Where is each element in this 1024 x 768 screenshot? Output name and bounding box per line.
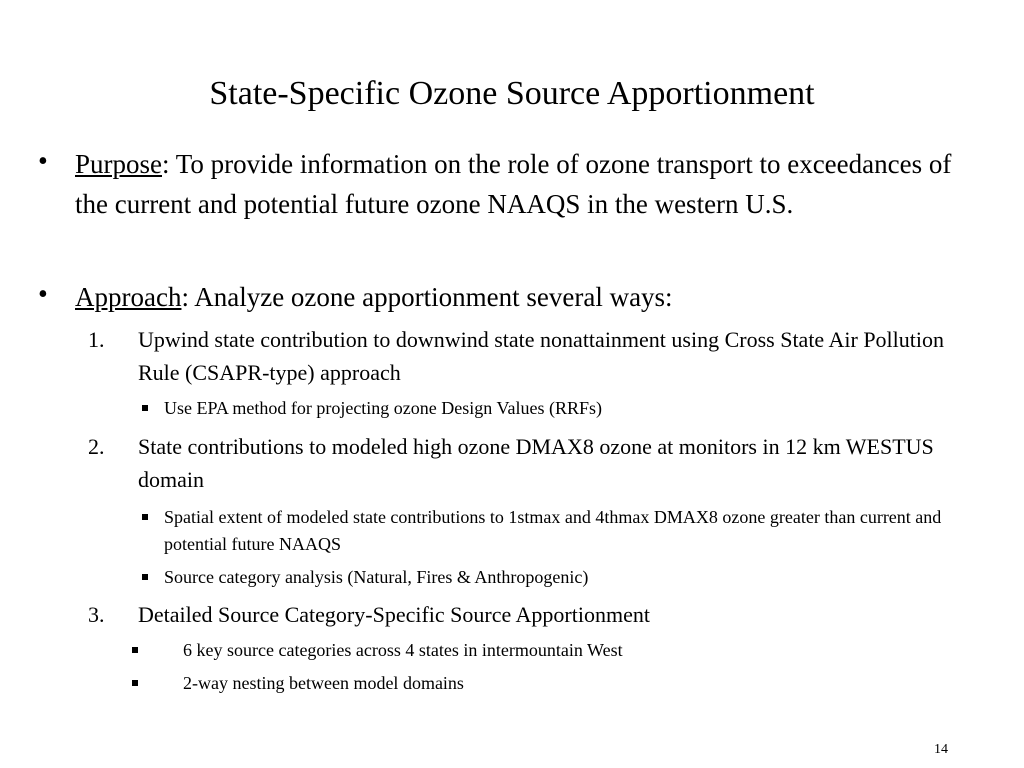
square-bullet-icon [132,680,138,686]
square-bullet-icon [142,514,148,520]
subitem: 6 key source categories across 4 states in intermountain West [183,640,623,660]
bullet-text: : To provide information on the role of ozone transport to exceedances of the current and potential future ozone NAAQS in the western U.S. [75,149,952,219]
subitem: Source category analysis (Natural, Fires & Anthropogenic) [164,567,589,587]
list-number: 2. [88,434,105,459]
square-bullet-icon [142,574,148,580]
bullet-dot: • [38,146,48,177]
subitem: 2-way nesting between model domains [183,673,464,693]
approach-item-1: Upwind state contribution to downwind state nonattainment using Cross State Air Pollution Rule (CSAPR-type) approach [138,327,944,385]
list-number: 3. [88,602,105,627]
bullet-dot: • [38,279,48,310]
bullet-lead: Approach [75,282,182,312]
bullet-approach [75,277,985,317]
approach-item-2: State contributions to modeled high ozone DMAX8 ozone at monitors in 12 km WESTUS domain [138,434,934,492]
list-number: 1. [88,327,105,352]
bullet-purpose [75,144,985,224]
subitem: Use EPA method for projecting ozone Design Values (RRFs) [164,398,602,418]
approach-item-3: Detailed Source Category-Specific Source Apportionment [138,602,650,627]
subitem: Spatial extent of modeled state contributions to 1stmax and 4thmax DMAX8 ozone greater than current and potential future NAAQS [164,507,942,554]
slide-title: State-Specific Ozone Source Apportionment [209,75,815,112]
square-bullet-icon [132,647,138,653]
bullet-lead: Purpose [75,149,162,179]
bullet-text: : Analyze ozone apportionment several ways: [181,282,673,312]
page-number: 14 [934,742,948,757]
square-bullet-icon [142,405,148,411]
